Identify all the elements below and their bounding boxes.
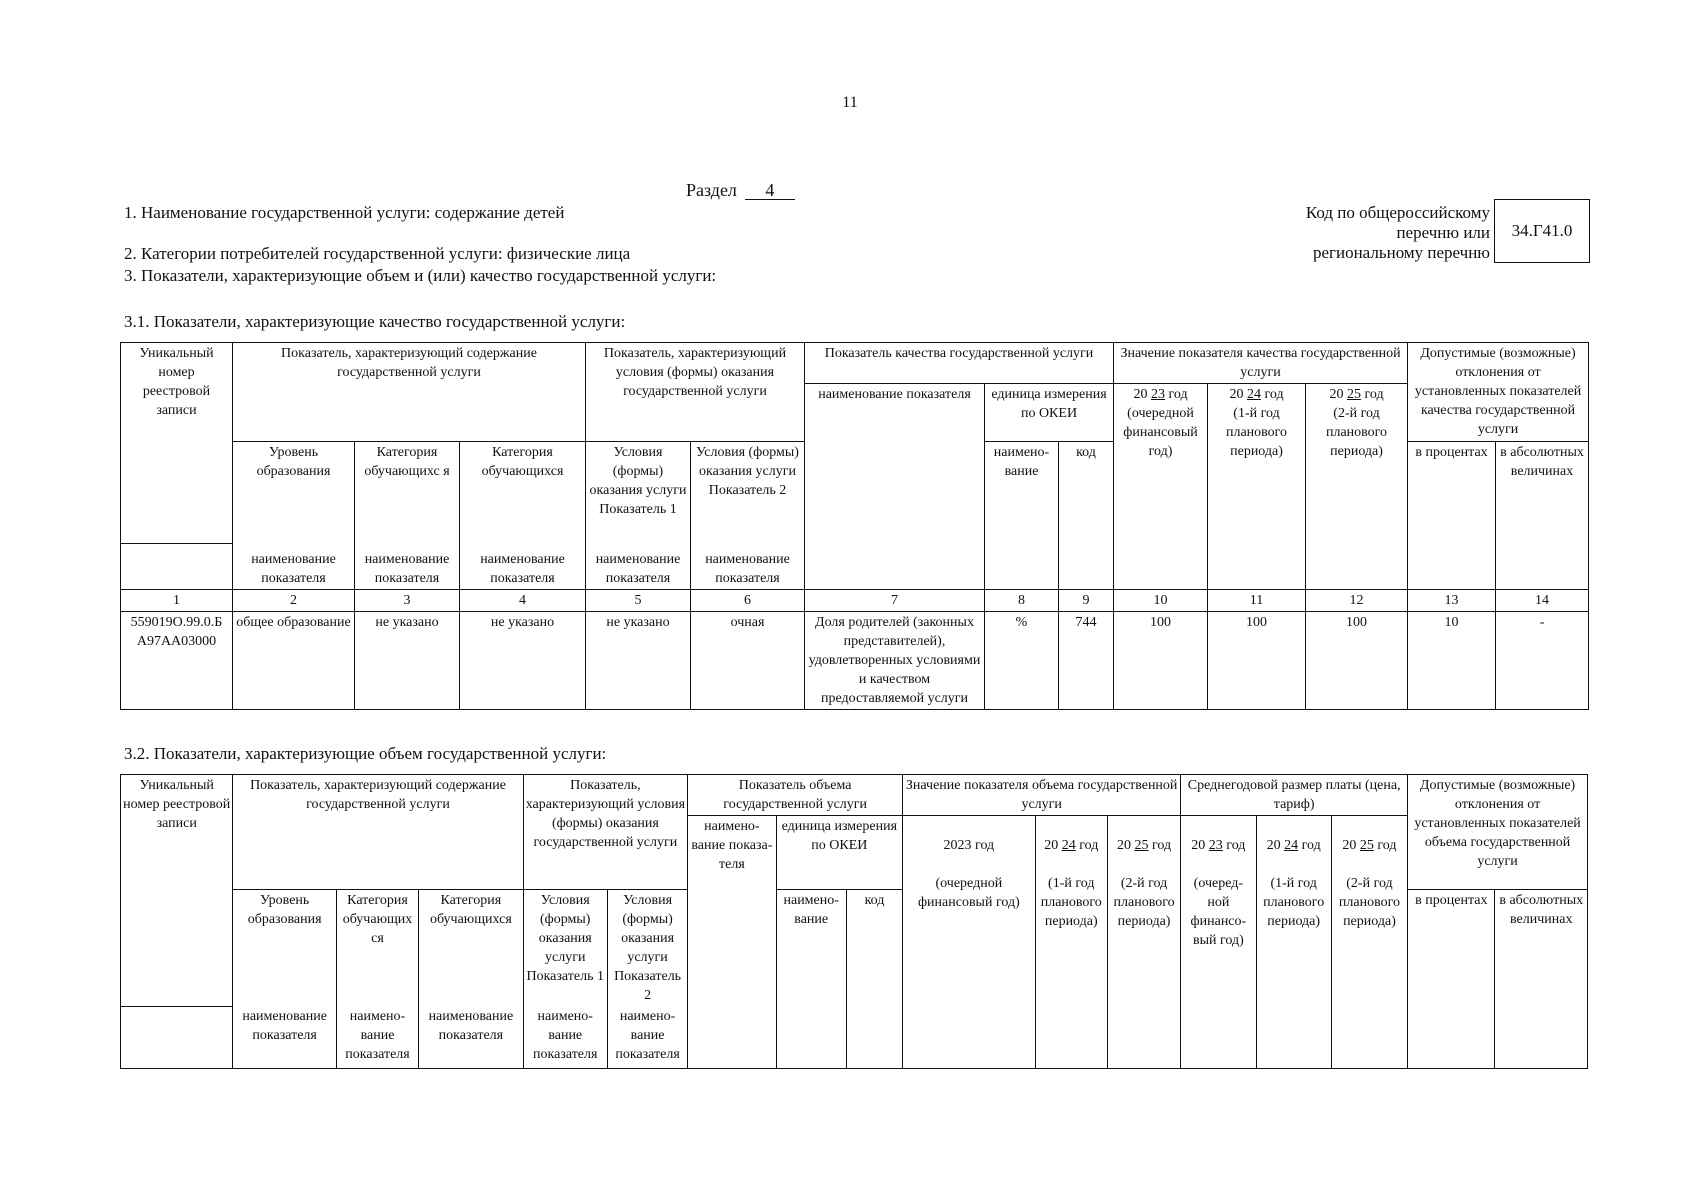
page-number: 11 (842, 94, 858, 111)
q-colnum: 8 (985, 590, 1059, 612)
consumer-categories: 2. Категории потребителей государственной услуги: физические лица (124, 244, 631, 263)
v-header-percent: в процентах (1408, 890, 1495, 1069)
q-cell-unit-code: 744 (1059, 612, 1114, 710)
volume-section-title: 3.2. Показатели, характеризующие объем государственной услуги: (124, 744, 607, 763)
q-cell-condition1: не указано (586, 612, 691, 710)
v-header-unit-code: код (846, 890, 902, 1069)
v-header-year2: 20 24 год (1-й год планового периода) (1035, 816, 1107, 1069)
q-colnum: 3 (355, 590, 460, 612)
q-header-values: Значение показателя качества государственной услуги (1114, 343, 1408, 384)
q-header-unit-name: наимено-вание (985, 442, 1059, 590)
q-header-condition1-name: наименование показателя (586, 544, 691, 590)
q-header-indicator-name: наименование показателя (805, 384, 985, 590)
q-cell-unique: 559019О.99.0.Б А97АА03000 (121, 612, 233, 710)
q-cell-year2: 100 (1208, 612, 1306, 710)
q-cell-unit-name: % (985, 612, 1059, 710)
q-cell-indicator: Доля родителей (законных представителей), удовлетворенных условиями и качеством предоставляемой услуги (805, 612, 985, 710)
q-header-content: Показатель, характеризующий содержание государственной услуги (233, 343, 586, 442)
v-header-condition1-name: наимено-вание показателя (523, 1006, 607, 1068)
q-header-unit: единица измерения по ОКЕИ (985, 384, 1114, 442)
v-header-level: Уровень образования (233, 890, 336, 1007)
q-colnum: 2 (233, 590, 355, 612)
q-header-percent: в процентах (1408, 442, 1496, 590)
q-header-condition1: Условия (формы) оказания услуги Показатель 1 (586, 442, 691, 544)
quality-section-title: 3.1. Показатели, характеризующие качество государственной услуги: (124, 312, 626, 331)
q-colnum: 13 (1408, 590, 1496, 612)
v-header-category1: Категория обучающих ся (336, 890, 418, 1007)
table-row (121, 612, 1589, 710)
v-header-absolute: в абсолютных величинах (1495, 890, 1588, 1069)
q-column-numbers (121, 590, 1589, 612)
q-header-conditions: Показатель, характеризующий условия (формы) оказания государственной услуги (586, 343, 805, 442)
q-header-category1: Категория обучающихс я (355, 442, 460, 544)
q-header-unique: Уникальный номер реестровой записи (121, 343, 233, 544)
quality-table (120, 342, 1589, 710)
q-header-quality: Показатель качества государственной услуги (805, 343, 1114, 384)
v-header-condition2: Условия (формы) оказания услуги Показатель 2 (607, 890, 687, 1007)
q-cell-level: общее образование (233, 612, 355, 710)
v-header-conditions: Показатель, характеризующий условия (формы) оказания государственной услуги (523, 775, 688, 890)
v-header-category1-name: наимено-вание показателя (336, 1006, 418, 1068)
q-header-condition2: Условия (формы) оказания услуги Показатель 2 (691, 442, 805, 544)
indicators-heading: 3. Показатели, характеризующие объем и (или) качество государственной услуги: (124, 266, 717, 285)
q-cell-category2: не указано (460, 612, 586, 710)
q-header-deviation: Допустимые (возможные) отклонения от установленных показателей качества государственной услуги (1408, 343, 1589, 442)
v-header-category2-name: наименование показателя (419, 1006, 523, 1068)
q-header-category2-name: наименование показателя (460, 544, 586, 590)
v-header-unique: Уникальный номер реестровой записи (121, 775, 233, 1007)
q-colnum: 9 (1059, 590, 1114, 612)
q-empty-cell (121, 544, 233, 590)
v-header-indicator-name: наимено-вание показа-теля (688, 816, 776, 1069)
q-colnum: 4 (460, 590, 586, 612)
q-cell-category1: не указано (355, 612, 460, 710)
q-cell-absolute: - (1496, 612, 1589, 710)
p-header-year3: 20 25 год (2-й год планового периода) (1331, 816, 1407, 1069)
v-header-volume: Показатель объема государственной услуги (688, 775, 903, 816)
q-colnum: 5 (586, 590, 691, 612)
q-colnum: 6 (691, 590, 805, 612)
q-cell-condition2: очная (691, 612, 805, 710)
q-header-unit-code: код (1059, 442, 1114, 590)
q-header-condition2-name: наименование показателя (691, 544, 805, 590)
registry-code-label: Код по общероссийскому перечню или региональному перечню (1305, 203, 1490, 262)
q-colnum: 11 (1208, 590, 1306, 612)
v-header-unit-name: наимено-вание (776, 890, 846, 1069)
q-header-year1: 20 23 год (очередной финансовый год) (1114, 384, 1208, 590)
q-header-category1-name: наименование показателя (355, 544, 460, 590)
q-cell-percent: 10 (1408, 612, 1496, 710)
q-header-year2: 20 24 год (1-й год планового периода) (1208, 384, 1306, 590)
v-empty-cell (121, 1006, 233, 1068)
q-colnum: 7 (805, 590, 985, 612)
q-colnum: 14 (1496, 590, 1589, 612)
q-header-category2: Категория обучающихся (460, 442, 586, 544)
section-number: 4 (745, 181, 795, 200)
q-header-absolute: в абсолютных величинах (1496, 442, 1589, 590)
v-header-condition2-name: наимено-вание показателя (607, 1006, 687, 1068)
service-name: 1. Наименование государственной услуги: содержание детей (124, 203, 565, 222)
q-colnum: 12 (1306, 590, 1408, 612)
v-header-level-name: наименование показателя (233, 1006, 336, 1068)
volume-table (120, 774, 1588, 1069)
v-header-deviation: Допустимые (возможные) отклонения от установленных показателей объема государственной услуги (1408, 775, 1588, 890)
v-header-year3: 20 25 год (2-й год планового периода) (1107, 816, 1180, 1069)
q-header-year3: 20 25 год (2-й год планового периода) (1306, 384, 1408, 590)
section-label: Раздел (686, 180, 737, 200)
q-colnum: 10 (1114, 590, 1208, 612)
v-header-year1: 2023 год (очередной финансовый год) (903, 816, 1036, 1069)
v-header-content: Показатель, характеризующий содержание государственной услуги (233, 775, 523, 890)
v-header-category2: Категория обучающихся (419, 890, 523, 1007)
p-header-year1: 20 23 год (очеред-ной финансо-вый год) (1181, 816, 1256, 1069)
q-header-level-name: наименование показателя (233, 544, 355, 590)
p-header-year2: 20 24 год (1-й год планового периода) (1256, 816, 1331, 1069)
q-cell-year3: 100 (1306, 612, 1408, 710)
q-header-level: Уровень образования (233, 442, 355, 544)
v-header-values: Значение показателя объема государственной услуги (903, 775, 1181, 816)
v-header-condition1: Условия (формы) оказания услуги Показатель 1 (523, 890, 607, 1007)
q-cell-year1: 100 (1114, 612, 1208, 710)
section-heading (686, 180, 795, 201)
v-header-unit: единица измерения по ОКЕИ (776, 816, 903, 890)
registry-code-box: 34.Г41.0 (1494, 199, 1590, 263)
v-header-price: Среднегодовой размер платы (цена, тариф) (1181, 775, 1408, 816)
q-colnum: 1 (121, 590, 233, 612)
